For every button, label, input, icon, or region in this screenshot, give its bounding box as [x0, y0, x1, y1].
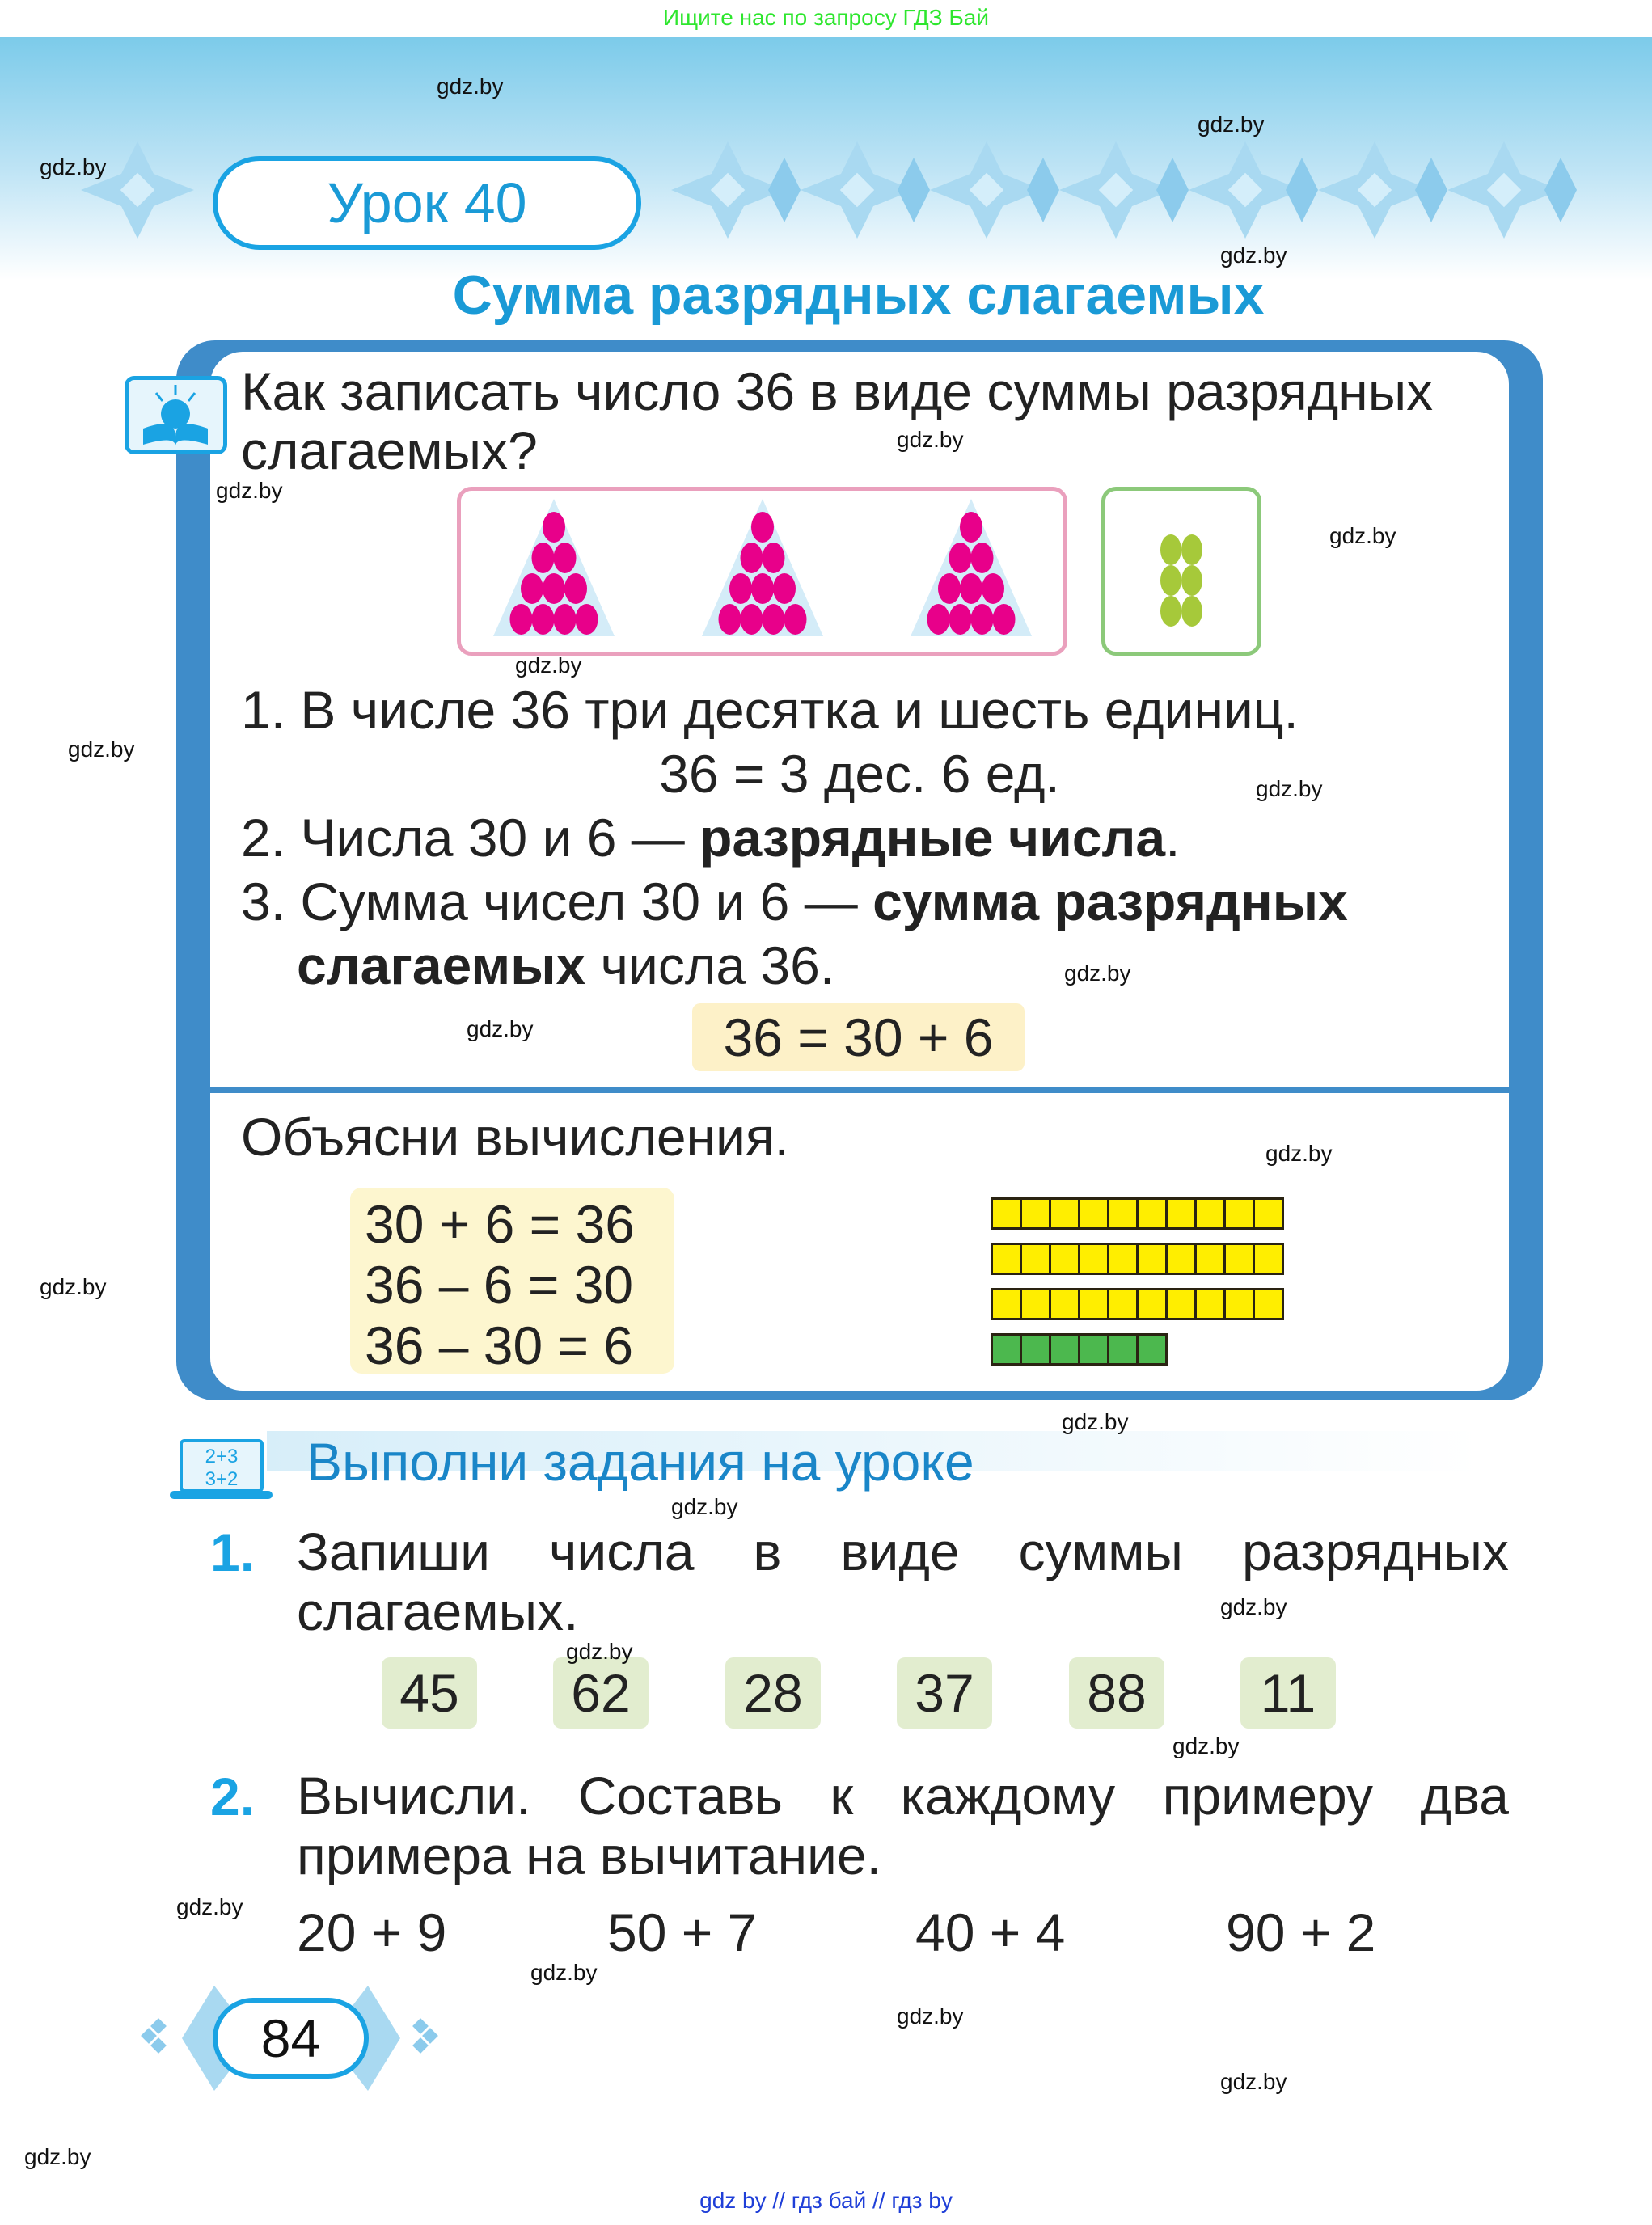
ten-dot [982, 573, 1004, 604]
bar-cell [1136, 1243, 1168, 1275]
question-line-2: слагаемых? [241, 420, 538, 480]
bar-cell [991, 1288, 1022, 1320]
bar-cell [1194, 1197, 1226, 1230]
bar-cell [1194, 1243, 1226, 1275]
ten-dot [564, 573, 587, 604]
equation-2: 36 – 6 = 30 [365, 1255, 634, 1315]
number-chip: 88 [1069, 1657, 1164, 1729]
watermark: gdz.by [515, 652, 582, 678]
board-line-1: 2+3 [205, 1446, 239, 1467]
bar-cell [1020, 1197, 1051, 1230]
watermark: gdz.by [897, 2003, 964, 2029]
expression: 90 + 2 [1226, 1902, 1376, 1962]
bar-cell [1165, 1197, 1197, 1230]
lesson-badge: Урок 40 [213, 156, 641, 250]
number-chip: 28 [725, 1657, 821, 1729]
point-1-text: В числе 36 три десятка и шесть единиц. [300, 680, 1299, 740]
watermark: gdz.by [1198, 112, 1265, 137]
point-1-expansion: 36 = 3 дес. 6 ед. [659, 744, 1060, 804]
ten-dot [532, 543, 555, 573]
expression: 50 + 7 [607, 1902, 758, 1962]
bar-cell [1223, 1197, 1255, 1230]
board-icon [170, 1426, 273, 1500]
point-2-text: Числа 30 и 6 — [300, 808, 700, 868]
bar-cell [1049, 1243, 1080, 1275]
point-3-text-cont: числа 36. [585, 935, 835, 995]
ten-dot [763, 604, 785, 635]
point-3-text: Сумма чисел 30 и 6 — [300, 872, 873, 931]
bar-cell [1136, 1197, 1168, 1230]
watermark: gdz.by [566, 1639, 633, 1664]
bar-cell [1049, 1197, 1080, 1230]
ten-bar [991, 1243, 1282, 1275]
expression: 40 + 4 [915, 1902, 1066, 1962]
watermark: gdz.by [68, 737, 135, 762]
page-title: Сумма разрядных слагаемых [452, 264, 1265, 326]
board-line-2: 3+2 [205, 1468, 239, 1490]
one-dot [1181, 596, 1202, 627]
task-1-line-2: слагаемых. [297, 1581, 579, 1641]
watermark: gdz.by [24, 2144, 91, 2169]
point-1-num: 1. [241, 680, 286, 740]
ten-bar [991, 1288, 1282, 1320]
watermark: gdz.by [1064, 961, 1131, 986]
page-number: 84 [213, 1998, 369, 2079]
equations-box [350, 1188, 674, 1374]
number-chip: 45 [382, 1657, 477, 1729]
point-3-num: 3. [241, 872, 286, 931]
ornament-pattern-icon [671, 141, 1577, 239]
bar-cell [1078, 1288, 1109, 1320]
ten-dot [960, 573, 982, 604]
watermark: gdz.by [1265, 1141, 1333, 1166]
ten-dot [993, 604, 1016, 635]
bar-cell [1165, 1288, 1197, 1320]
bar-cell [1020, 1243, 1051, 1275]
one-dot [1160, 534, 1181, 565]
watermark: gdz.by [1220, 2069, 1287, 2094]
search-banner[interactable]: Ищите нас по запросу ГДЗ Бай [0, 0, 1652, 37]
number-chip: 11 [1240, 1657, 1336, 1729]
ten-dot [927, 604, 950, 635]
ten-dot [960, 512, 982, 543]
bar-cell [1136, 1333, 1168, 1366]
bar-cell [1107, 1288, 1139, 1320]
bar-cell [1049, 1288, 1080, 1320]
bar-cell [1136, 1288, 1168, 1320]
bar-cell [1078, 1333, 1109, 1366]
point-2-end: . [1165, 808, 1181, 868]
ten-dot [532, 604, 555, 635]
ten-dot [554, 543, 577, 573]
one-dot [1181, 534, 1202, 565]
divider [210, 1087, 1509, 1093]
watermark: gdz.by [1062, 1409, 1129, 1434]
task-1-line-1: Запиши числа в виде суммы разрядных [297, 1522, 1509, 1581]
tens-box [457, 487, 1067, 656]
bar-cell [1107, 1243, 1139, 1275]
number-chip: 62 [553, 1657, 649, 1729]
one-dot [1160, 565, 1181, 596]
ten-dot [971, 543, 994, 573]
bar-cell [1107, 1197, 1139, 1230]
ten-dot [729, 573, 752, 604]
formula-highlight: 36 = 30 + 6 [692, 1003, 1025, 1071]
ones-bar [991, 1333, 1282, 1366]
tens-triangles [461, 491, 1063, 652]
bar-cell [1223, 1243, 1255, 1275]
ten-dot [763, 543, 785, 573]
bar-cell [991, 1243, 1022, 1275]
book-sun-icon [125, 376, 227, 454]
ten-dot [543, 573, 565, 604]
point-3-bold: сумма разрядных [872, 872, 1348, 931]
watermark: gdz.by [1220, 243, 1287, 268]
equation-1: 30 + 6 = 36 [365, 1194, 635, 1254]
bar-cell [1107, 1333, 1139, 1366]
ten-dot [751, 573, 774, 604]
bar-cell [1020, 1333, 1051, 1366]
bar-cell [1020, 1288, 1051, 1320]
question-line-1: Как записать число 36 в виде суммы разрядных [241, 361, 1434, 421]
ten-dot [949, 543, 972, 573]
number-chip: 37 [897, 1657, 992, 1729]
task-2-number: 2. [210, 1767, 256, 1826]
bar-cell [1194, 1288, 1226, 1320]
one-dot [1160, 596, 1181, 627]
watermark: gdz.by [176, 1894, 243, 1919]
bar-cell [1165, 1243, 1197, 1275]
ten-dot [938, 573, 961, 604]
ten-dot [741, 543, 763, 573]
watermark: gdz.by [437, 74, 504, 99]
point-2-num: 2. [241, 808, 286, 868]
task-2-line-2: примера на вычитание. [297, 1826, 881, 1885]
bar-cell [991, 1333, 1022, 1366]
bar-cell [1078, 1197, 1109, 1230]
ones-dots [1105, 491, 1257, 652]
task-1-number: 1. [210, 1522, 256, 1582]
ten-dot [784, 604, 807, 635]
bar-cell [1049, 1333, 1080, 1366]
section-title: Выполни задания на уроке [306, 1432, 974, 1492]
watermark: gdz.by [40, 154, 107, 179]
ones-box [1101, 487, 1261, 656]
watermark: gdz.by [216, 478, 283, 503]
ten-dot [543, 512, 565, 543]
watermark: gdz.by [1220, 1594, 1287, 1619]
bar-cell [1078, 1243, 1109, 1275]
footer-links[interactable]: gdz by // гдз бай // гдз by [699, 2188, 953, 2213]
explain-title: Объясни вычисления. [241, 1107, 789, 1167]
ten-dot [521, 573, 543, 604]
watermark: gdz.by [40, 1274, 107, 1299]
ten-dot [576, 604, 598, 635]
ten-dot [773, 573, 796, 604]
bar-cell [1253, 1288, 1284, 1320]
ten-bar [991, 1197, 1282, 1230]
watermark: gdz.by [671, 1494, 738, 1519]
ten-dot [741, 604, 763, 635]
equation-3: 36 – 30 = 6 [365, 1315, 634, 1375]
watermark: gdz.by [530, 1960, 598, 1985]
bar-cell [1253, 1243, 1284, 1275]
watermark: gdz.by [1256, 776, 1323, 801]
point-2-bold: разрядные числа [699, 808, 1166, 868]
ten-dot [554, 604, 577, 635]
point-3-bold-cont: слагаемых [297, 935, 586, 995]
ten-dot [971, 604, 994, 635]
ten-dot [949, 604, 972, 635]
bar-cell [991, 1197, 1022, 1230]
bar-cell [1223, 1288, 1255, 1320]
task-2-line-1: Вычисли. Составь к каждому примеру два [297, 1766, 1509, 1826]
ten-dot [719, 604, 741, 635]
tens-ones-bars [991, 1197, 1282, 1378]
one-dot [1181, 565, 1202, 596]
ten-dot [751, 512, 774, 543]
bar-cell [1253, 1197, 1284, 1230]
ten-dot [510, 604, 533, 635]
watermark: gdz.by [467, 1016, 534, 1041]
watermark: gdz.by [1329, 523, 1396, 548]
watermark: gdz.by [897, 427, 964, 452]
expression: 20 + 9 [297, 1902, 447, 1962]
watermark: gdz.by [1172, 1733, 1240, 1758]
